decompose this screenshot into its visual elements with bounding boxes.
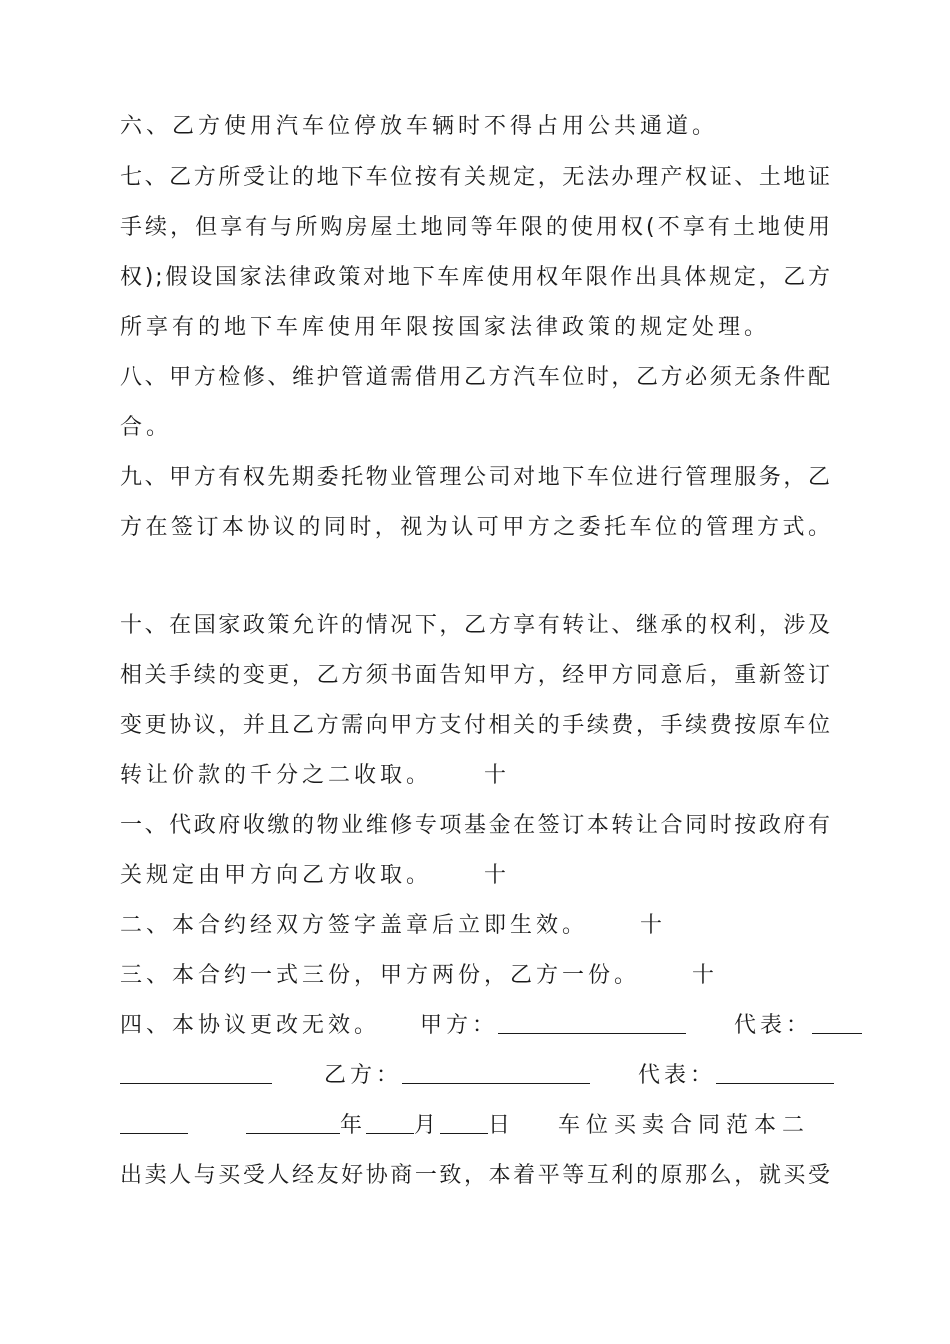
month-label: 月 (414, 1113, 441, 1138)
date-line (120, 1111, 832, 1141)
clause-13-line-1 (120, 961, 832, 991)
clause-8-line-2: 合。 (120, 415, 173, 440)
clause-12-text: 二、本合约经双方签字盖章后立即生效。 (120, 913, 589, 938)
party-b-rep-blank-cont (120, 1111, 188, 1134)
clause-11-text: 关规定由甲方向乙方收取。 (120, 863, 433, 888)
template-two-line-1: 出卖人与买受人经友好协商一致，本着平等互利的原那么，就买受 (120, 1163, 832, 1188)
clause-10-text: 转让价款的千分之二收取。 (120, 763, 433, 788)
clause-12-number-prefix: 十 (484, 863, 511, 888)
party-a-rep-blank-cont (120, 1061, 272, 1084)
clause-14-number-prefix: 十 (692, 963, 719, 988)
party-a-blank (498, 1011, 686, 1034)
clause-13-text: 三、本合约一式三份，甲方两份，乙方一份。 (120, 963, 641, 988)
party-a-rep-label: 代表： (734, 1013, 813, 1038)
month-blank (366, 1111, 414, 1134)
clause-10-line-1: 十、在国家政策允许的情况下，乙方享有转让、继承的权利，涉及 (120, 613, 832, 638)
clause-7-line-1: 七、乙方所受让的地下车位按有关规定，无法办理产权证、土地证 (120, 165, 832, 190)
clause-14-line-1 (120, 1011, 832, 1041)
clause-7-line-4: 所享有的地下车库使用年限按国家法律政策的规定处理。 (120, 315, 771, 340)
clause-8-line-1: 八、甲方检修、维护管道需借用乙方汽车位时，乙方必须无条件配 (120, 365, 832, 390)
clause-9-line-1: 九、甲方有权先期委托物业管理公司对地下车位进行管理服务，乙 (120, 465, 832, 490)
clause-10-line-4 (120, 761, 832, 791)
clause-7-line-2: 手续，但享有与所购房屋土地同等年限的使用权(不享有土地使用 (120, 215, 832, 240)
clause-7-line-3: 权);假设国家法律政策对地下车库使用权年限作出具体规定，乙方 (120, 265, 832, 290)
template-two-title: 车位买卖合同范本二 (558, 1113, 811, 1138)
day-label: 日 (488, 1113, 515, 1138)
clause-9-line-2: 方在签订本协议的同时，视为认可甲方之委托车位的管理方式。 (120, 515, 832, 540)
clause-10-line-2: 相关手续的变更，乙方须书面告知甲方，经甲方同意后，重新签订 (120, 663, 832, 688)
party-a-rep-blank (812, 1011, 862, 1034)
clause-11-number-prefix: 十 (484, 763, 511, 788)
party-b-rep-blank (716, 1061, 834, 1084)
party-b-blank (402, 1061, 590, 1084)
party-b-label: 乙方： (324, 1063, 403, 1088)
party-a-label: 甲方： (420, 1013, 499, 1038)
year-label: 年 (340, 1113, 367, 1138)
clause-11-line-1: 一、代政府收缴的物业维修专项基金在签订本转让合同时按政府有 (120, 813, 832, 838)
clause-14-text: 四、本协议更改无效。 (120, 1013, 381, 1038)
clause-12-line-1 (120, 911, 832, 941)
year-blank (246, 1111, 340, 1134)
clause-11-line-2 (120, 861, 832, 891)
clause-10-line-3: 变更协议，并且乙方需向甲方支付相关的手续费，手续费按原车位 (120, 713, 832, 738)
day-blank (440, 1111, 488, 1134)
clause-13-number-prefix: 十 (640, 913, 667, 938)
party-b-rep-label: 代表： (638, 1063, 717, 1088)
signature-line-2 (120, 1061, 832, 1091)
clause-6-line-1: 六、乙方使用汽车位停放车辆时不得占用公共通道。 (120, 114, 719, 139)
